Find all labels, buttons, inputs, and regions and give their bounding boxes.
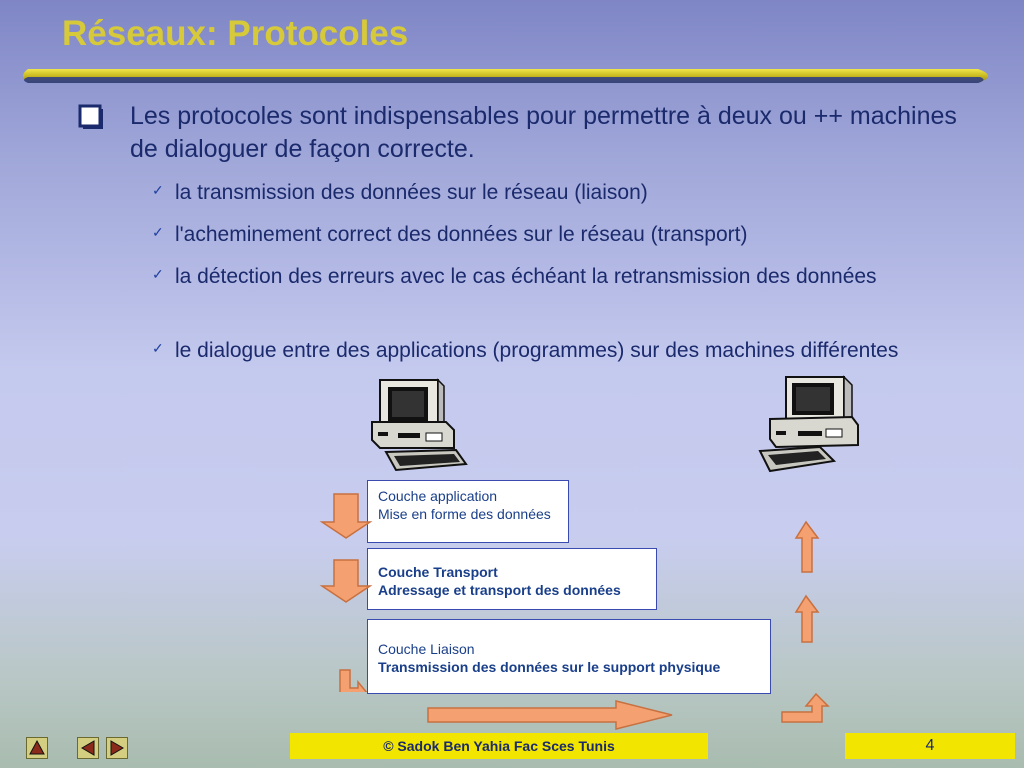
arrow-down-icon (322, 494, 370, 538)
arrow-up-icon (796, 596, 818, 642)
page-number: 4 (845, 733, 1015, 759)
footer-copyright: © Sadok Ben Yahia Fac Sces Tunis (290, 733, 708, 759)
layer-desc: Transmission des données sur le support physique (378, 659, 721, 675)
nav-home-button[interactable] (26, 737, 48, 759)
main-bullet-text: Les protocoles sont indispensables pour permettre à deux ou ++ machines de dialoguer de façon correcte. (130, 102, 957, 163)
computer-icon (758, 375, 860, 475)
arrow-down-icon (340, 670, 368, 692)
sub-bullet-text: la transmission des données sur le réseau (liaison) (175, 181, 648, 204)
nav-prev-icon (78, 738, 98, 758)
checkbox-bullet-icon (78, 104, 106, 132)
computer-icon (370, 378, 468, 478)
checkmark-icon: ✓ (152, 182, 164, 198)
checkmark-icon: ✓ (152, 266, 164, 282)
layer-box-application (367, 480, 569, 543)
sub-bullet-text: l'acheminement correct des données sur le réseau (transport) (175, 223, 748, 246)
nav-next-button[interactable] (106, 737, 128, 759)
layer-name: Couche Liaison (378, 641, 475, 657)
sub-bullet-text: le dialogue entre des applications (programmes) sur des machines différentes (175, 339, 899, 362)
arrow-up-icon (796, 522, 818, 572)
arrows-up-right (780, 520, 830, 725)
arrow-up-icon (782, 694, 828, 722)
arrow-down-icon (322, 560, 370, 602)
layer-box-liaison (367, 619, 771, 694)
checkmark-icon: ✓ (152, 340, 164, 356)
layer-desc: Mise en forme des données (378, 506, 551, 522)
checkmark-icon: ✓ (152, 224, 164, 240)
layer-desc: Adressage et transport des données (378, 582, 621, 598)
layer-box-transport (367, 548, 657, 610)
layer-name: Couche application (378, 488, 498, 504)
title-underline (18, 68, 998, 85)
sub-bullet-text: la détection des erreurs avec le cas échéant la retransmission des données (175, 265, 877, 288)
layer-name: Couche Transport (378, 564, 498, 580)
arrows-down-left (318, 492, 374, 692)
nav-next-icon (107, 738, 127, 758)
nav-home-icon (27, 738, 47, 758)
slide-title: Réseaux: Protocoles (62, 14, 409, 53)
nav-prev-button[interactable] (77, 737, 99, 759)
arrow-right-icon (426, 700, 676, 730)
